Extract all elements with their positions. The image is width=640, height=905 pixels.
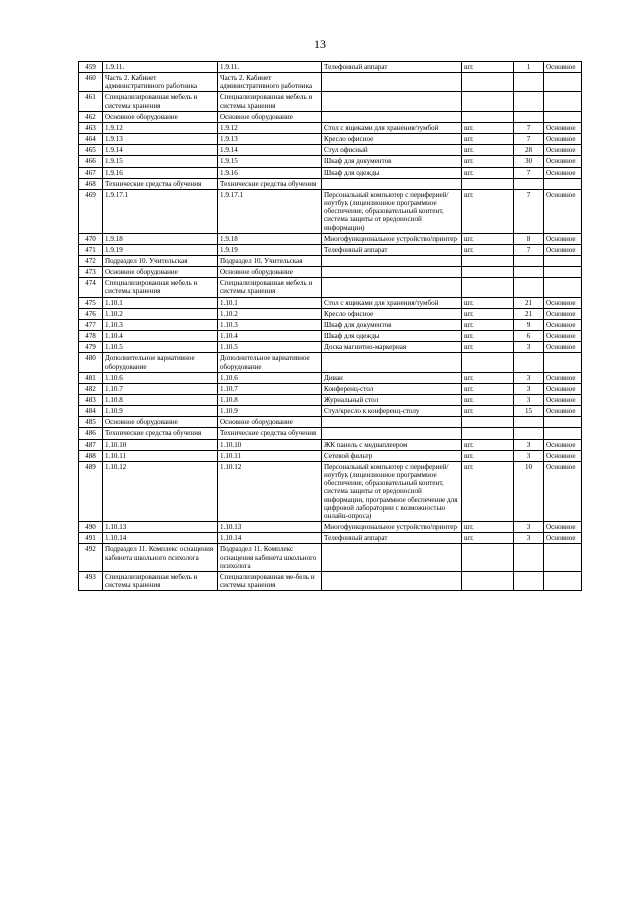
table-row xyxy=(79,278,582,297)
section-code-cell: Подраздел 10. Учительская xyxy=(103,255,218,266)
item-name-cell: Телефонный аппарат xyxy=(322,244,462,255)
category-cell: Основное xyxy=(544,189,582,233)
quantity-cell: 3 xyxy=(514,450,544,461)
table-row xyxy=(79,406,582,417)
row-number-cell: 485 xyxy=(79,417,103,428)
quantity-cell: 3 xyxy=(514,372,544,383)
subsection-code-cell: 1.10.10 xyxy=(218,439,322,450)
subsection-code-cell: 1.9.14 xyxy=(218,145,322,156)
quantity-cell xyxy=(514,571,544,590)
section-code-cell: Специализированная мебель и системы хранения xyxy=(103,92,218,111)
row-number-cell: 470 xyxy=(79,233,103,244)
category-cell: Основное xyxy=(544,244,582,255)
subsection-code-cell: 1.9.18 xyxy=(218,233,322,244)
category-cell: Основное xyxy=(544,167,582,178)
section-code-cell: 1.9.11. xyxy=(103,62,218,73)
quantity-cell: 3 xyxy=(514,522,544,533)
subsection-code-cell: 1.9.13 xyxy=(218,134,322,145)
section-code-cell: Основное оборудование xyxy=(103,111,218,122)
unit-cell xyxy=(462,111,514,122)
section-code-cell: Часть 2. Кабинет административного работника xyxy=(103,73,218,92)
item-name-cell xyxy=(322,428,462,439)
row-number-cell: 490 xyxy=(79,522,103,533)
subsection-code-cell: 1.10.9 xyxy=(218,406,322,417)
quantity-cell xyxy=(514,544,544,571)
row-number-cell: 478 xyxy=(79,331,103,342)
item-name-cell: Доска магнитно-маркерная xyxy=(322,342,462,353)
row-number-cell: 465 xyxy=(79,145,103,156)
category-cell: Основное xyxy=(544,156,582,167)
quantity-cell xyxy=(514,255,544,266)
unit-cell: шт. xyxy=(462,62,514,73)
unit-cell: шт. xyxy=(462,522,514,533)
category-cell: Основное xyxy=(544,233,582,244)
category-cell xyxy=(544,428,582,439)
category-cell xyxy=(544,267,582,278)
row-number-cell: 476 xyxy=(79,308,103,319)
table-row xyxy=(79,439,582,450)
row-number-cell: 466 xyxy=(79,156,103,167)
section-code-cell: Технические средства обучения xyxy=(103,178,218,189)
quantity-cell: 7 xyxy=(514,189,544,233)
table-row xyxy=(79,267,582,278)
subsection-code-cell: Специализированная мебель и системы хранения xyxy=(218,278,322,297)
item-name-cell xyxy=(322,73,462,92)
category-cell xyxy=(544,255,582,266)
quantity-cell: 6 xyxy=(514,331,544,342)
category-cell xyxy=(544,571,582,590)
unit-cell xyxy=(462,428,514,439)
quantity-cell: 1 xyxy=(514,62,544,73)
subsection-code-cell: Основное оборудование xyxy=(218,417,322,428)
row-number-cell: 492 xyxy=(79,544,103,571)
table-row xyxy=(79,450,582,461)
table-row xyxy=(79,331,582,342)
section-code-cell: 1.10.8 xyxy=(103,395,218,406)
row-number-cell: 463 xyxy=(79,122,103,133)
row-number-cell: 472 xyxy=(79,255,103,266)
section-code-cell: 1.10.14 xyxy=(103,533,218,544)
category-cell xyxy=(544,92,582,111)
subsection-code-cell: 1.10.2 xyxy=(218,308,322,319)
item-name-cell xyxy=(322,544,462,571)
item-name-cell: Шкаф для одежды xyxy=(322,167,462,178)
section-code-cell: 1.9.12 xyxy=(103,122,218,133)
table-row xyxy=(79,461,582,521)
row-number-cell: 461 xyxy=(79,92,103,111)
unit-cell: шт. xyxy=(462,461,514,521)
item-name-cell xyxy=(322,353,462,372)
unit-cell: шт. xyxy=(462,145,514,156)
item-name-cell: Стол с ящиками для хранения/тумбой xyxy=(322,297,462,308)
category-cell xyxy=(544,417,582,428)
section-code-cell: Специализированная мебель и системы хранения xyxy=(103,278,218,297)
category-cell: Основное xyxy=(544,461,582,521)
category-cell: Основное xyxy=(544,331,582,342)
item-name-cell xyxy=(322,178,462,189)
unit-cell: шт. xyxy=(462,189,514,233)
item-name-cell: ЖК панель с медиаплеером xyxy=(322,439,462,450)
quantity-cell xyxy=(514,92,544,111)
unit-cell xyxy=(462,255,514,266)
section-code-cell: Подраздел 11. Комплекс оснащения кабинета школьного психолога xyxy=(103,544,218,571)
subsection-code-cell: Дополнительное вариативное оборудование xyxy=(218,353,322,372)
quantity-cell: 7 xyxy=(514,134,544,145)
row-number-cell: 471 xyxy=(79,244,103,255)
section-code-cell: 1.10.13 xyxy=(103,522,218,533)
item-name-cell: Шкаф для документов xyxy=(322,156,462,167)
unit-cell: шт. xyxy=(462,167,514,178)
quantity-cell xyxy=(514,417,544,428)
subsection-code-cell: Специализированная мебель и системы хранения xyxy=(218,92,322,111)
section-code-cell: Специализированная мебель и системы хранения xyxy=(103,571,218,590)
quantity-cell xyxy=(514,178,544,189)
quantity-cell: 7 xyxy=(514,244,544,255)
category-cell: Основное xyxy=(544,134,582,145)
subsection-code-cell: 1.10.3 xyxy=(218,319,322,330)
unit-cell: шт. xyxy=(462,533,514,544)
table-row xyxy=(79,145,582,156)
section-code-cell: 1.10.1 xyxy=(103,297,218,308)
item-name-cell: Телефонный аппарат xyxy=(322,533,462,544)
unit-cell: шт. xyxy=(462,372,514,383)
item-name-cell: Персональный компьютер с периферией/ноутбук (лицензионное программное обеспечение, образовательный контент, система защиты от вредоносной информации) xyxy=(322,189,462,233)
section-code-cell: 1.10.6 xyxy=(103,372,218,383)
unit-cell: шт. xyxy=(462,156,514,167)
section-code-cell: 1.10.3 xyxy=(103,319,218,330)
table-row xyxy=(79,167,582,178)
category-cell: Основное xyxy=(544,62,582,73)
table-row xyxy=(79,522,582,533)
item-name-cell xyxy=(322,571,462,590)
row-number-cell: 489 xyxy=(79,461,103,521)
row-number-cell: 460 xyxy=(79,73,103,92)
row-number-cell: 493 xyxy=(79,571,103,590)
subsection-code-cell: 1.9.16 xyxy=(218,167,322,178)
quantity-cell: 30 xyxy=(514,156,544,167)
unit-cell: шт. xyxy=(462,383,514,394)
quantity-cell: 7 xyxy=(514,122,544,133)
table-row xyxy=(79,73,582,92)
category-cell xyxy=(544,544,582,571)
subsection-code-cell: 1.10.13 xyxy=(218,522,322,533)
page-number: 13 xyxy=(314,37,326,51)
subsection-code-cell: 1.10.5 xyxy=(218,342,322,353)
quantity-cell xyxy=(514,428,544,439)
section-code-cell: 1.9.14 xyxy=(103,145,218,156)
subsection-code-cell: Технические средства обучения xyxy=(218,428,322,439)
row-number-cell: 488 xyxy=(79,450,103,461)
unit-cell: шт. xyxy=(462,244,514,255)
item-name-cell: Сетевой фильтр xyxy=(322,450,462,461)
unit-cell xyxy=(462,353,514,372)
section-code-cell: 1.9.19 xyxy=(103,244,218,255)
category-cell: Основное xyxy=(544,395,582,406)
subsection-code-cell: Специализированная ме-бель и системы хранения xyxy=(218,571,322,590)
item-name-cell: Персональный компьютер с периферией/ноутбук (лицензионное программное обеспечение, образовательный контент, система защиты от вредоносной информации, программное обеспечение для цифровой лаборатории с возможностью онлайн-опроса) xyxy=(322,461,462,521)
category-cell: Основное xyxy=(544,372,582,383)
quantity-cell xyxy=(514,73,544,92)
unit-cell: шт. xyxy=(462,439,514,450)
quantity-cell: 8 xyxy=(514,233,544,244)
row-number-cell: 473 xyxy=(79,267,103,278)
subsection-code-cell: 1.9.15 xyxy=(218,156,322,167)
unit-cell: шт. xyxy=(462,331,514,342)
unit-cell: шт. xyxy=(462,450,514,461)
category-cell xyxy=(544,353,582,372)
quantity-cell: 21 xyxy=(514,297,544,308)
table-row xyxy=(79,544,582,571)
category-cell: Основное xyxy=(544,319,582,330)
table-row xyxy=(79,571,582,590)
quantity-cell: 3 xyxy=(514,395,544,406)
quantity-cell: 3 xyxy=(514,342,544,353)
category-cell: Основное xyxy=(544,342,582,353)
subsection-code-cell: 1.10.14 xyxy=(218,533,322,544)
section-code-cell: 1.9.18 xyxy=(103,233,218,244)
quantity-cell: 10 xyxy=(514,461,544,521)
category-cell xyxy=(544,178,582,189)
section-code-cell: 1.9.15 xyxy=(103,156,218,167)
row-number-cell: 464 xyxy=(79,134,103,145)
subsection-code-cell: Часть 2. Кабинет административного работника xyxy=(218,73,322,92)
item-name-cell: Конференц-стол xyxy=(322,383,462,394)
section-code-cell: 1.10.2 xyxy=(103,308,218,319)
table-row xyxy=(79,395,582,406)
item-name-cell: Стул офисный xyxy=(322,145,462,156)
row-number-cell: 484 xyxy=(79,406,103,417)
row-number-cell: 486 xyxy=(79,428,103,439)
category-cell: Основное xyxy=(544,522,582,533)
section-code-cell: Основное оборудование xyxy=(103,267,218,278)
subsection-code-cell: Подраздел 11. Комплекс оснащения кабинета школьного психолога xyxy=(218,544,322,571)
item-name-cell: Кресло офисное xyxy=(322,308,462,319)
item-name-cell xyxy=(322,417,462,428)
table-row xyxy=(79,308,582,319)
unit-cell: шт. xyxy=(462,297,514,308)
subsection-code-cell: Технические средства обучения xyxy=(218,178,322,189)
section-code-cell: 1.10.5 xyxy=(103,342,218,353)
quantity-cell: 21 xyxy=(514,308,544,319)
table-row xyxy=(79,156,582,167)
quantity-cell: 15 xyxy=(514,406,544,417)
unit-cell xyxy=(462,417,514,428)
table-row xyxy=(79,428,582,439)
section-code-cell: 1.10.10 xyxy=(103,439,218,450)
item-name-cell xyxy=(322,92,462,111)
row-number-cell: 462 xyxy=(79,111,103,122)
subsection-code-cell: Основное оборудование xyxy=(218,111,322,122)
table-row xyxy=(79,92,582,111)
quantity-cell: 28 xyxy=(514,145,544,156)
category-cell: Основное xyxy=(544,308,582,319)
subsection-code-cell: 1.10.6 xyxy=(218,372,322,383)
subsection-code-cell: 1.10.1 xyxy=(218,297,322,308)
table-row xyxy=(79,353,582,372)
table-row xyxy=(79,178,582,189)
table-row xyxy=(79,244,582,255)
quantity-cell: 3 xyxy=(514,383,544,394)
quantity-cell: 3 xyxy=(514,533,544,544)
unit-cell: шт. xyxy=(462,308,514,319)
row-number-cell: 487 xyxy=(79,439,103,450)
row-number-cell: 469 xyxy=(79,189,103,233)
section-code-cell: Дополнительное вариативное оборудование xyxy=(103,353,218,372)
row-number-cell: 479 xyxy=(79,342,103,353)
subsection-code-cell: 1.10.4 xyxy=(218,331,322,342)
subsection-code-cell: Основное оборудование xyxy=(218,267,322,278)
item-name-cell: Стул/кресло к конференц-столу xyxy=(322,406,462,417)
quantity-cell xyxy=(514,111,544,122)
section-code-cell: Основное оборудование xyxy=(103,417,218,428)
table-row xyxy=(79,372,582,383)
category-cell: Основное xyxy=(544,533,582,544)
table-row xyxy=(79,533,582,544)
item-name-cell: Телефонный аппарат xyxy=(322,62,462,73)
table-row xyxy=(79,134,582,145)
item-name-cell: Многофункциональное устройство/принтер xyxy=(322,233,462,244)
unit-cell: шт. xyxy=(462,134,514,145)
table-row xyxy=(79,62,582,73)
category-cell: Основное xyxy=(544,297,582,308)
item-name-cell xyxy=(322,255,462,266)
unit-cell xyxy=(462,278,514,297)
section-code-cell: 1.10.7 xyxy=(103,383,218,394)
quantity-cell xyxy=(514,267,544,278)
row-number-cell: 480 xyxy=(79,353,103,372)
table-row xyxy=(79,122,582,133)
subsection-code-cell: 1.10.11 xyxy=(218,450,322,461)
row-number-cell: 459 xyxy=(79,62,103,73)
item-name-cell xyxy=(322,278,462,297)
table-row xyxy=(79,383,582,394)
table-row xyxy=(79,111,582,122)
item-name-cell: Стол с ящиками для хранения/тумбой xyxy=(322,122,462,133)
table-row xyxy=(79,189,582,233)
quantity-cell xyxy=(514,278,544,297)
category-cell: Основное xyxy=(544,406,582,417)
row-number-cell: 491 xyxy=(79,533,103,544)
quantity-cell: 7 xyxy=(514,167,544,178)
row-number-cell: 483 xyxy=(79,395,103,406)
section-code-cell: 1.10.9 xyxy=(103,406,218,417)
section-code-cell: 1.9.16 xyxy=(103,167,218,178)
item-name-cell: Многофункциональное устройство/принтер xyxy=(322,522,462,533)
table-row xyxy=(79,255,582,266)
item-name-cell xyxy=(322,111,462,122)
unit-cell xyxy=(462,73,514,92)
quantity-cell: 9 xyxy=(514,319,544,330)
unit-cell: шт. xyxy=(462,395,514,406)
category-cell: Основное xyxy=(544,439,582,450)
item-name-cell: Диван xyxy=(322,372,462,383)
table-row xyxy=(79,233,582,244)
unit-cell xyxy=(462,92,514,111)
category-cell xyxy=(544,278,582,297)
equipment-table xyxy=(78,61,582,591)
item-name-cell: Шкаф для документов xyxy=(322,319,462,330)
item-name-cell xyxy=(322,267,462,278)
unit-cell xyxy=(462,571,514,590)
table-row xyxy=(79,417,582,428)
table-row xyxy=(79,342,582,353)
subsection-code-cell: 1.10.7 xyxy=(218,383,322,394)
unit-cell xyxy=(462,267,514,278)
section-code-cell: 1.9.13 xyxy=(103,134,218,145)
subsection-code-cell: 1.10.12 xyxy=(218,461,322,521)
unit-cell: шт. xyxy=(462,406,514,417)
section-code-cell: 1.10.12 xyxy=(103,461,218,521)
subsection-code-cell: 1.10.8 xyxy=(218,395,322,406)
section-code-cell: 1.9.17.1 xyxy=(103,189,218,233)
quantity-cell xyxy=(514,353,544,372)
item-name-cell: Журнальный стол xyxy=(322,395,462,406)
table-row xyxy=(79,297,582,308)
unit-cell: шт. xyxy=(462,342,514,353)
subsection-code-cell: Подраздел 10. Учительская xyxy=(218,255,322,266)
category-cell xyxy=(544,111,582,122)
row-number-cell: 481 xyxy=(79,372,103,383)
unit-cell: шт. xyxy=(462,233,514,244)
section-code-cell: Технические средства обучения xyxy=(103,428,218,439)
subsection-code-cell: 1.9.11. xyxy=(218,62,322,73)
section-code-cell: 1.10.4 xyxy=(103,331,218,342)
unit-cell: шт. xyxy=(462,122,514,133)
unit-cell: шт. xyxy=(462,319,514,330)
subsection-code-cell: 1.9.19 xyxy=(218,244,322,255)
table-row xyxy=(79,319,582,330)
row-number-cell: 468 xyxy=(79,178,103,189)
row-number-cell: 467 xyxy=(79,167,103,178)
category-cell: Основное xyxy=(544,450,582,461)
unit-cell xyxy=(462,178,514,189)
table-body xyxy=(79,62,582,591)
section-code-cell: 1.10.11 xyxy=(103,450,218,461)
quantity-cell: 3 xyxy=(514,439,544,450)
row-number-cell: 475 xyxy=(79,297,103,308)
category-cell: Основное xyxy=(544,145,582,156)
subsection-code-cell: 1.9.12 xyxy=(218,122,322,133)
item-name-cell: Кресло офисное xyxy=(322,134,462,145)
unit-cell xyxy=(462,544,514,571)
row-number-cell: 474 xyxy=(79,278,103,297)
row-number-cell: 477 xyxy=(79,319,103,330)
row-number-cell: 482 xyxy=(79,383,103,394)
category-cell: Основное xyxy=(544,383,582,394)
subsection-code-cell: 1.9.17.1 xyxy=(218,189,322,233)
category-cell xyxy=(544,73,582,92)
category-cell: Основное xyxy=(544,122,582,133)
item-name-cell: Шкаф для одежды xyxy=(322,331,462,342)
